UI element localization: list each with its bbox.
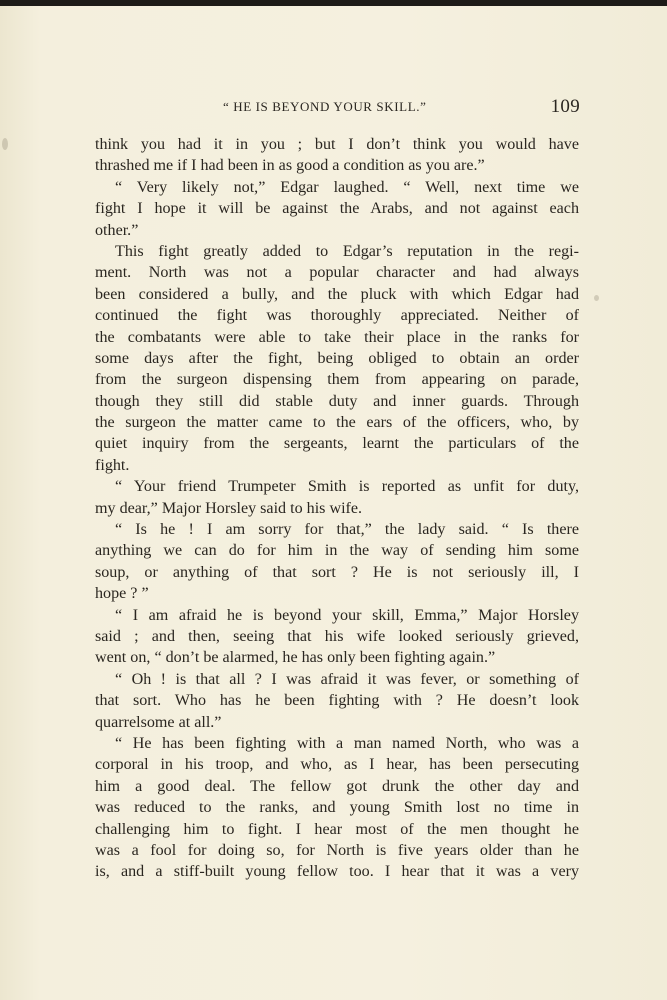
text-line: quiet inquiry from the sergeants, learnt the particulars of the [95,435,579,453]
text-line: was reduced to the ranks, and young Smith lost no time in [95,799,579,817]
text-line: “ He has been fighting with a man named North, who was a [115,734,579,752]
paper-spot [594,295,599,301]
top-scan-border [0,0,667,6]
text-line: This fight greatly added to Edgar’s reputation in the regi- [115,242,579,260]
text-line: hope ? ” [95,585,149,603]
text-line: was a fool for doing so, for North is five years older than he [95,841,579,859]
text-line: corporal in his troop, and who, as I hear, has been persecuting [95,756,579,774]
text-line: been considered a bully, and the pluck with which Edgar had [95,285,579,303]
text-line: fight. [95,456,130,474]
text-line: said ; and then, seeing that his wife looked seriously grieved, [95,627,579,645]
paper-spot [2,138,8,150]
text-line: from the surgeon dispensing them from appearing on parade, [95,371,579,389]
text-line: anything we can do for him in the way of sending him some [95,542,579,560]
text-line: ment. North was not a popular character and had always [95,264,579,282]
text-line: that sort. Who has he been fighting with ? He doesn’t look [95,692,579,710]
text-line: challenging him to fight. I hear most of the men thought he [95,820,579,838]
page-number: 109 [550,96,580,117]
text-line: continued the fight was thoroughly appreciated. Neither of [95,307,579,325]
text-line: some days after the fight, being obliged to obtain an order [95,349,579,367]
text-line: thrashed me if I had been in as good a condition as you are.” [95,157,485,175]
text-line: my dear,” Major Horsley said to his wife. [95,499,363,517]
text-line: the surgeon the matter came to the ears of the officers, who, by [95,414,579,432]
text-line: fight I hope it will be against the Arabs, and not against each [95,200,579,218]
text-line: is, and a stiff-built young fellow too. I hear that it was a very [95,863,579,881]
text-line: soup, or anything of that sort ? He is not seriously ill, I [95,563,579,581]
text-line: quarrelsome at all.” [95,713,222,731]
text-line: though they still did stable duty and inner guards. Through [95,392,579,410]
body-text [95,134,579,883]
text-line: him a good deal. The fellow got drunk the other day and [95,777,579,795]
page-header [95,96,580,120]
text-line: went on, “ don’t be alarmed, he has only been fighting again.” [95,649,496,667]
text-line: the combatants were able to take their place in the ranks for [95,328,579,346]
running-head: “ HE IS BEYOND YOUR SKILL.” [223,99,427,114]
text-line: “ I am afraid he is beyond your skill, Emma,” Major Horsley [115,606,579,624]
text-line: “ Oh ! is that all ? I was afraid it was fever, or something of [115,670,579,688]
text-line: “ Is he ! I am sorry for that,” the lady said. “ Is there [115,521,579,539]
text-line: “ Very likely not,” Edgar laughed. “ Well, next time we [115,178,579,196]
text-line: think you had it in you ; but I don’t think you would have [95,136,579,153]
text-line: “ Your friend Trumpeter Smith is reported as unfit for duty, [115,478,579,496]
text-line: other.” [95,221,139,239]
